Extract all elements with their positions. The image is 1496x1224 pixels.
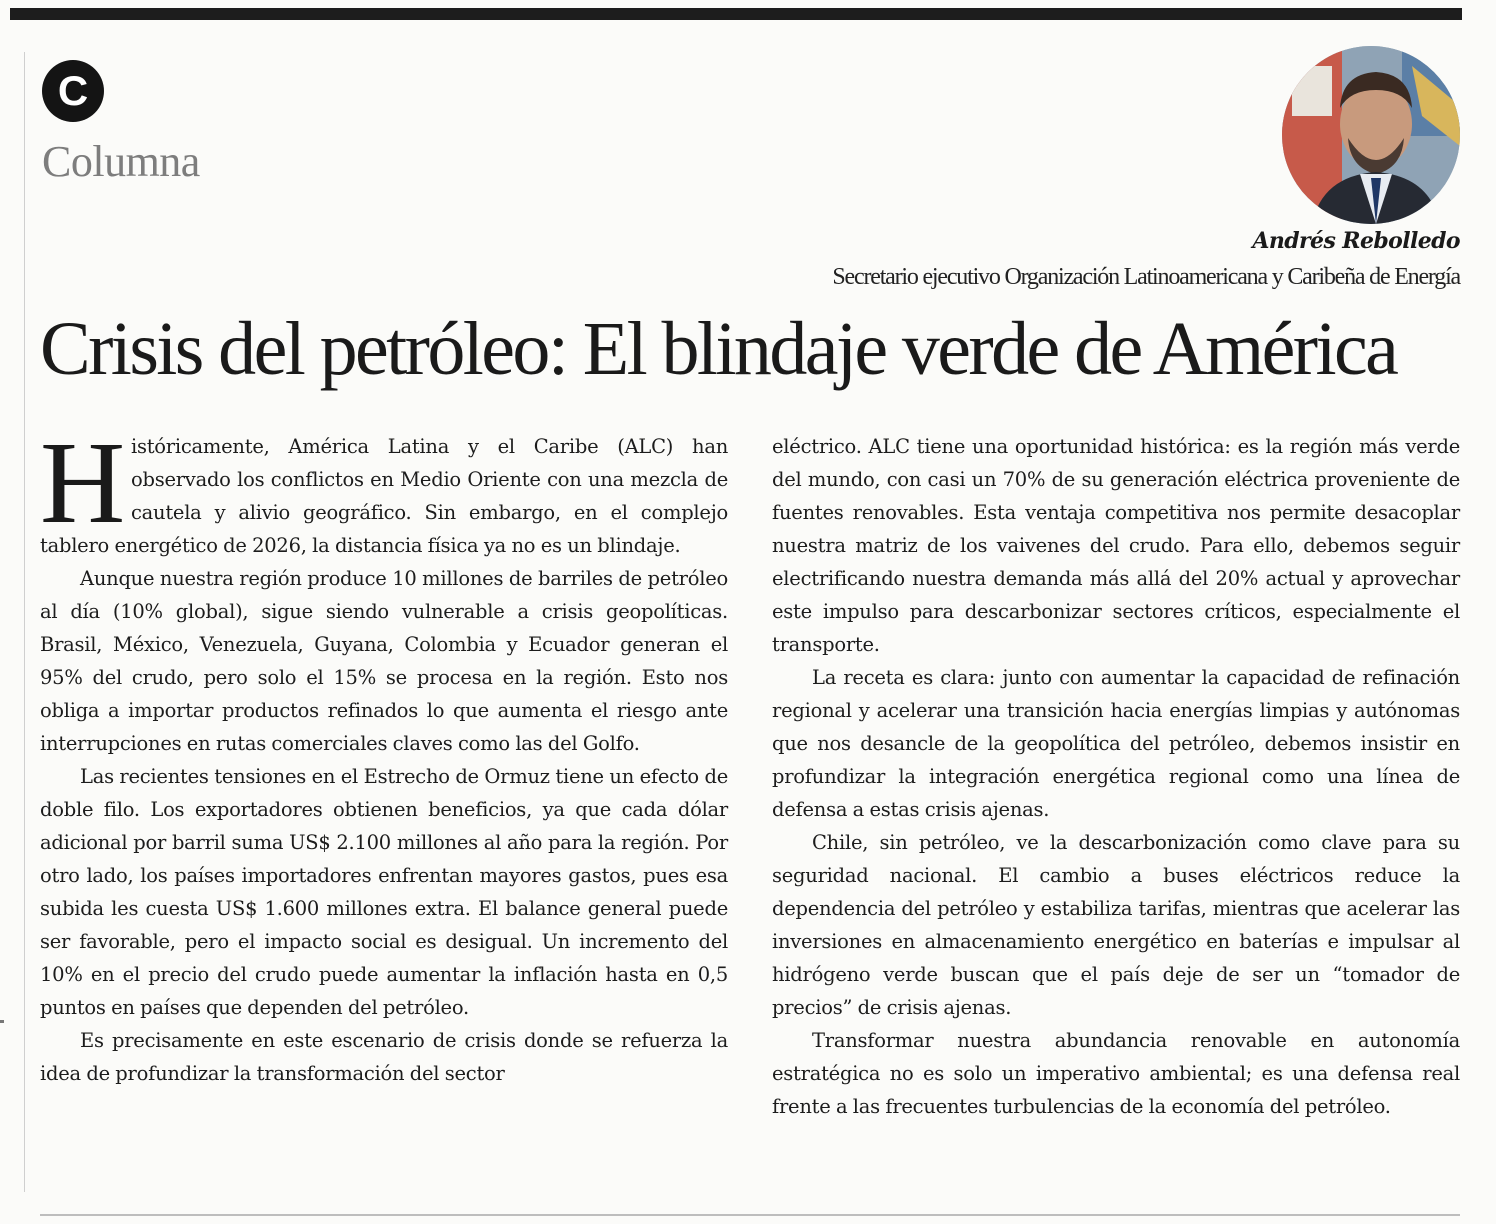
article-paragraph: La receta es clara: junto con aumentar la capacidad de refinación regional y acelerar una transición hacia energías limpias y autónomas que nos desancle de la geopolítica del petróleo, debemos insistir en profundizar la integración energética regional como una línea de defensa a estas crisis ajenas. — [772, 666, 1460, 821]
article-paragraph: eléctrico. ALC tiene una oportunidad histórica: es la región más verde del mundo, con casi un 70% de su generación eléctrica proveniente de fuentes renovables. Esta ventaja competitiva nos permite desacoplar nuestra matriz de los vaivenes del crudo. Para ello, debemos seguir electrificando nuestra demanda más allá del 20% actual y aprovechar este impulso para descarbonizar sectores críticos, especialmente el transporte. — [772, 435, 1460, 656]
top-rule — [10, 8, 1462, 20]
article-column-left — [40, 417, 728, 1090]
drop-cap: H — [40, 417, 125, 548]
section-label: Columna — [42, 137, 200, 186]
article-paragraph: Las recientes tensiones en el Estrecho de Ormuz tiene un efecto de doble filo. Los exportadores obtienen beneficios, ya que cada dólar adicional por barril suma US$ 2.100 millones al año para la región. Por otro lado, los países importadores enfrentan mayores gastos, pues esa subida les cuesta US$ 1.600 millones extra. El balance general puede ser favorable, pero el impacto social es desigual. Un incremento del 10% en el precio del crudo puede aumentar la inflación hasta en 0,5 puntos en países que dependen del petróleo. — [40, 765, 728, 1019]
headline: Crisis del petróleo: El blindaje verde de América — [40, 307, 1397, 391]
left-margin-rule — [24, 52, 25, 1192]
author-name: Andrés Rebolledo — [1252, 228, 1460, 254]
article-paragraph: Transformar nuestra abundancia renovable en autonomía estratégica no es solo un imperativo ambiental; es una defensa real frente a las frecuentes turbulencias de la economía del petróleo. — [772, 1029, 1460, 1118]
author-role: Secretario ejecutivo Organización Latinoamericana y Caribeña de Energía — [832, 264, 1460, 290]
article-paragraph: Es precisamente en este escenario de crisis donde se refuerza la idea de profundizar la transformación del sector — [40, 1029, 728, 1085]
article-paragraph: Históricamente, América Latina y el Caribe (ALC) han observado los conflictos en Medio Oriente con una mezcla de cautela y alivio geográfico. Sin embargo, en el complejo tablero energético de 2026, la distancia física ya no es un blindaje. — [40, 417, 728, 557]
bottom-rule — [40, 1214, 1460, 1216]
author-photo — [1282, 46, 1460, 224]
article-column-right — [772, 430, 1460, 1123]
article-paragraph: Aunque nuestra región produce 10 millones de barriles de petróleo al día (10% global), sigue siendo vulnerable a crisis geopolíticas. Brasil, México, Venezuela, Guyana, Colombia y Ecuador generan el 95% del crudo, pero solo el 15% se procesa en la región. Esto nos obliga a importar productos refinados lo que aumenta el riesgo ante interrupciones en rutas comerciales claves como las del Golfo. — [40, 567, 728, 755]
margin-mark — [0, 1020, 4, 1023]
author-portrait-icon — [1282, 46, 1460, 224]
column-badge-icon: C — [42, 60, 104, 122]
article-paragraph: Chile, sin petróleo, ve la descarbonización como clave para su seguridad nacional. El cambio a buses eléctricos reduce la dependencia del petróleo y estabiliza tarifas, mientras que acelerar las inversiones en almacenamiento energético en baterías e impulsar al hidrógeno verde buscan que el país deje de ser un “tomador de precios” de crisis ajenas. — [772, 831, 1460, 1019]
